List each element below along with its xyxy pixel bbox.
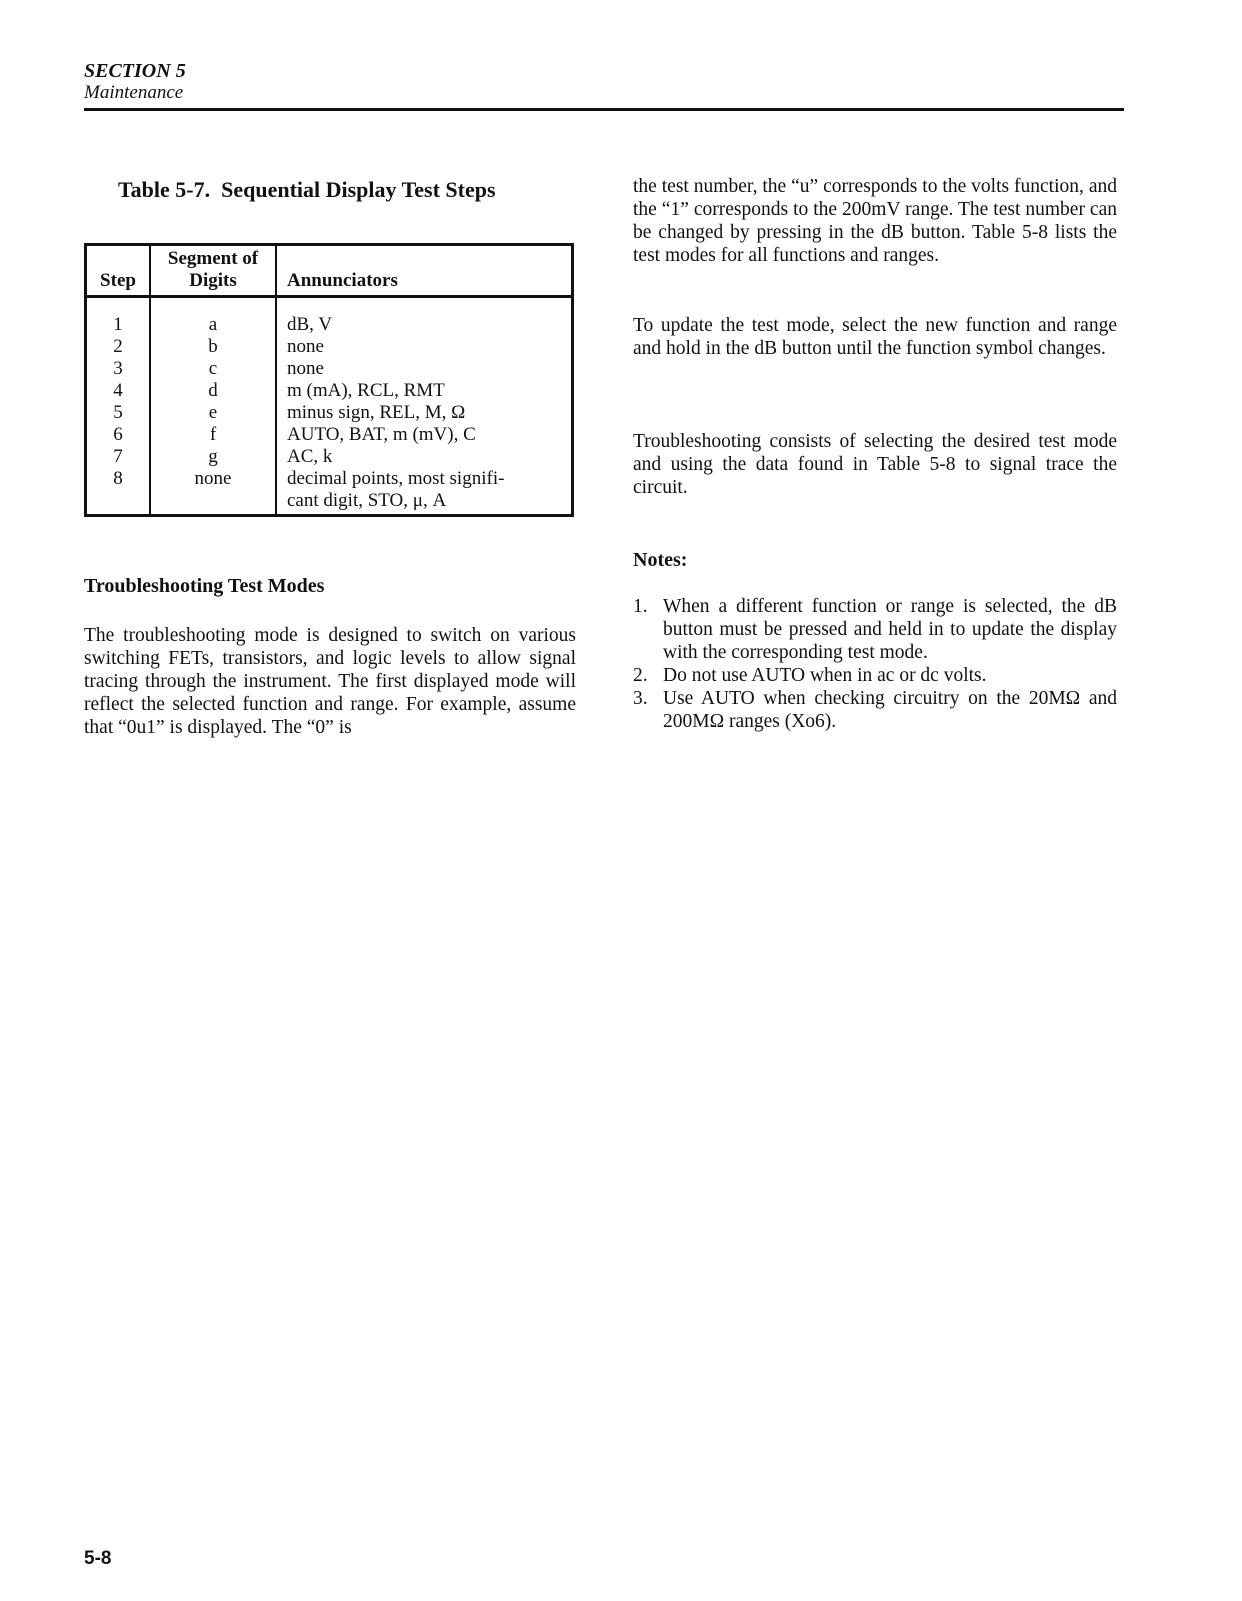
note-text: When a different function or range is selected, the dB button must be pressed and held in to update the display with the corresponding test mode. xyxy=(663,596,1117,663)
step-cell: 7 xyxy=(86,446,151,468)
list-item xyxy=(633,595,1117,664)
spacer-cell xyxy=(86,297,151,315)
page-header xyxy=(84,60,1124,103)
table-spacer-row xyxy=(86,297,573,315)
step-cell: 8 xyxy=(86,468,151,516)
header-segment-line1: Segment of xyxy=(167,248,259,269)
header-segment-line2: Digits xyxy=(189,270,237,291)
annunciators-cell: none xyxy=(287,336,324,357)
troubleshooting-summary-paragraph: Troubleshooting consists of selecting the desired test mode and using the data found in Table 5-8 to signal trace the circuit. xyxy=(633,431,1117,498)
annunciators-cell: none xyxy=(287,358,324,379)
segment-cell: d xyxy=(150,380,276,402)
section-subtitle: Maintenance xyxy=(84,82,184,103)
page-number: 5-8 xyxy=(84,1548,112,1569)
segment-cell: e xyxy=(150,402,276,424)
segment-cell: none xyxy=(150,468,276,516)
header-step: Step xyxy=(86,245,151,297)
sequential-display-test-table xyxy=(84,243,574,517)
annunciators-line1: decimal points, most signifi- xyxy=(287,468,505,489)
notes-list xyxy=(633,595,1117,733)
segment-cell: f xyxy=(150,424,276,446)
note-number: 1. xyxy=(633,596,648,617)
note-text: Use AUTO when checking circuitry on the 20MΩ and 200MΩ ranges (Xo6). xyxy=(663,688,1117,732)
note-number: 3. xyxy=(633,688,648,709)
note-number: 2. xyxy=(633,665,648,686)
spacer-cell xyxy=(276,297,573,315)
step-cell: 2 xyxy=(86,336,151,358)
header-segment xyxy=(150,245,276,297)
table-row xyxy=(86,424,573,446)
annunciators-cell: AC, k xyxy=(287,446,333,467)
table-title: Table 5-7. Sequential Display Test Steps xyxy=(118,177,496,202)
segment-cell: c xyxy=(150,358,276,380)
table-row xyxy=(86,358,573,380)
troubleshooting-paragraph: The troubleshooting mode is designed to switch on various switching FETs, transistors, and logic levels to allow signal tracing through the instrument. The first displayed mode will reflect the selected function and range. For example, assume that “0u1” is displayed. The “0” is xyxy=(84,625,576,738)
annunciators-cell: AUTO, BAT, m (mV), C xyxy=(287,424,476,445)
list-item xyxy=(633,687,1117,733)
annunciators-line2: cant digit, STO, μ, A xyxy=(287,490,447,511)
table-row xyxy=(86,336,573,358)
table-header-row xyxy=(86,245,573,297)
left-column xyxy=(84,172,589,738)
segment-cell: g xyxy=(150,446,276,468)
notes-heading: Notes: xyxy=(633,549,688,571)
spacer-cell xyxy=(150,297,276,315)
header-rule xyxy=(84,108,1124,111)
table-row xyxy=(86,446,573,468)
table-row xyxy=(86,402,573,424)
table-row xyxy=(86,468,573,516)
list-item xyxy=(633,664,1117,687)
troubleshooting-heading: Troubleshooting Test Modes xyxy=(84,575,325,597)
segment-cell: b xyxy=(150,336,276,358)
step-cell: 3 xyxy=(86,358,151,380)
update-test-mode-paragraph: To update the test mode, select the new function and range and hold in the dB button until the function symbol changes. xyxy=(633,315,1117,359)
step-cell: 6 xyxy=(86,424,151,446)
step-cell: 1 xyxy=(86,314,151,336)
test-number-paragraph: the test number, the “u” corresponds to the volts function, and the “1” corresponds to the 200mV range. The test number can be changed by pressing in the dB button. Table 5-8 lists the test modes for all functions and ranges. xyxy=(633,176,1117,266)
annunciators-cell: dB, V xyxy=(287,314,333,335)
header-annunciators: Annunciators xyxy=(276,245,573,297)
step-cell: 5 xyxy=(86,402,151,424)
table-row xyxy=(86,380,573,402)
section-label: SECTION 5 xyxy=(84,60,186,82)
segment-cell: a xyxy=(150,314,276,336)
annunciators-cell: minus sign, REL, M, Ω xyxy=(287,402,466,423)
table-row xyxy=(86,314,573,336)
note-text: Do not use AUTO when in ac or dc volts. xyxy=(663,665,987,686)
step-cell: 4 xyxy=(86,380,151,402)
annunciators-cell xyxy=(276,468,573,516)
annunciators-cell: m (mA), RCL, RMT xyxy=(287,380,445,401)
